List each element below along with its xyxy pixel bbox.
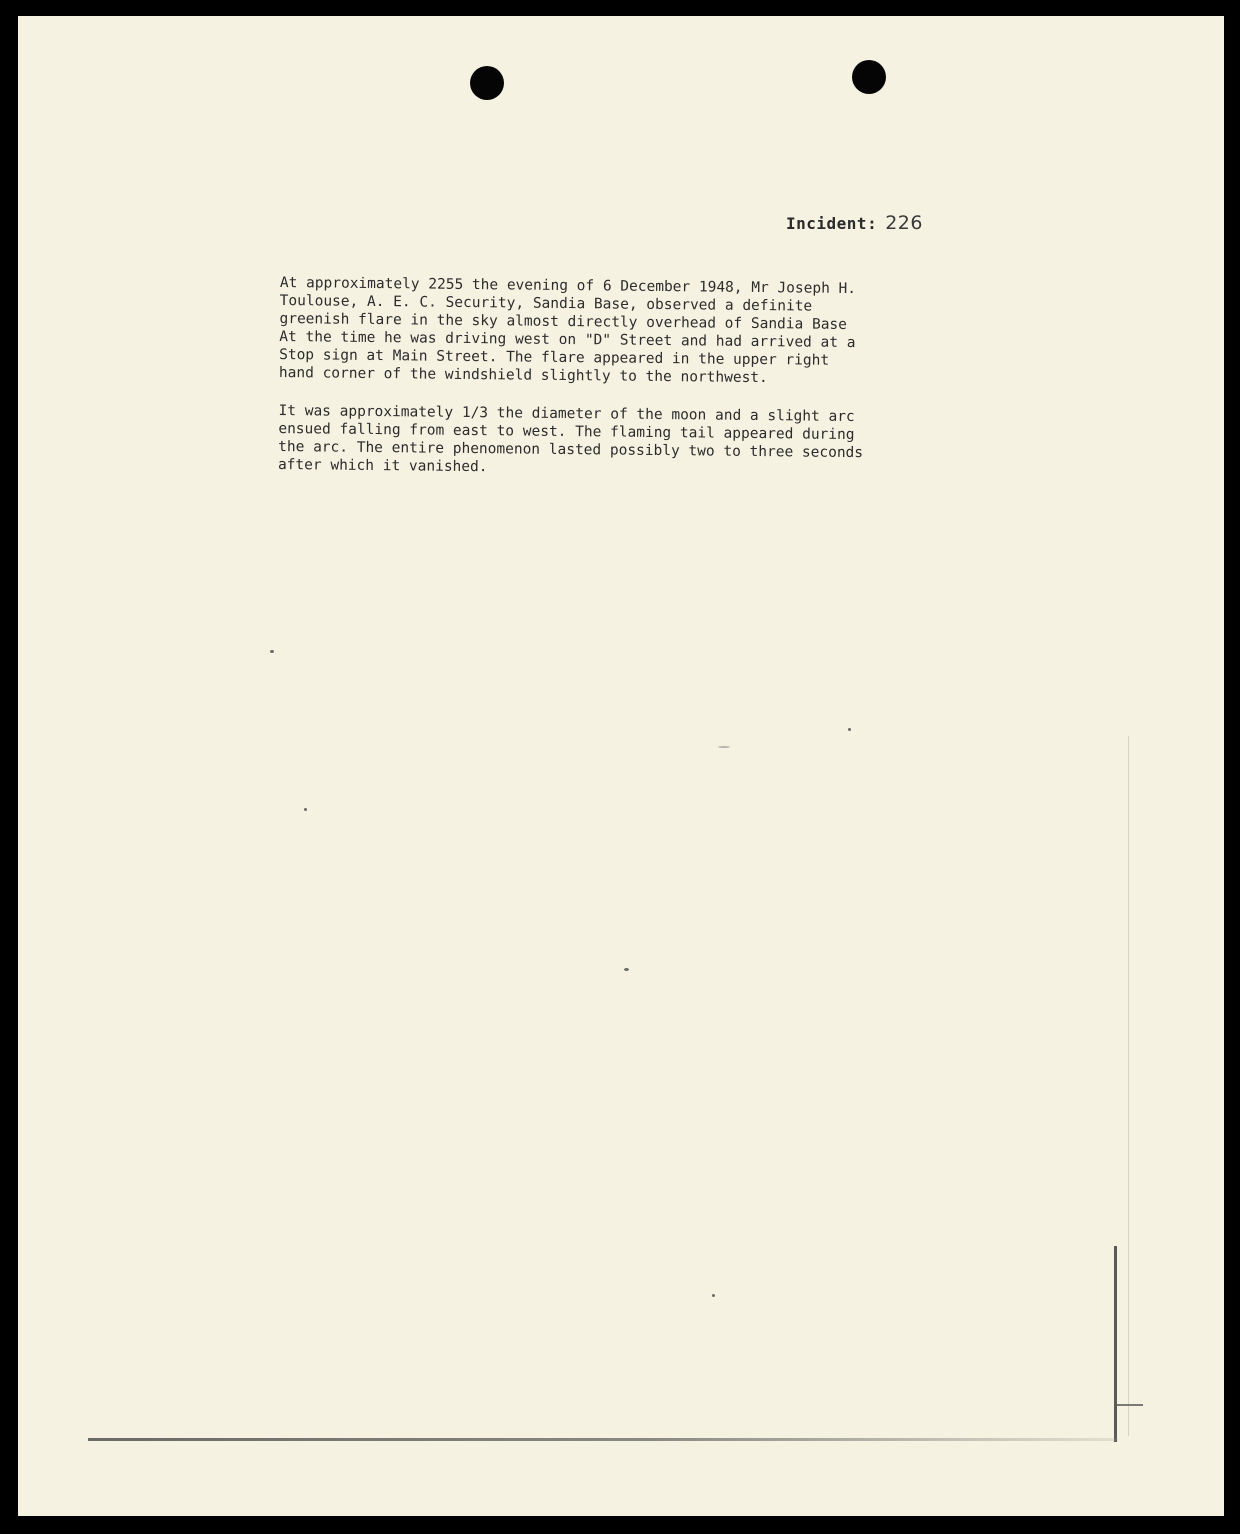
paragraph-observation (279, 274, 1020, 390)
text-line: At approximately 2255 the evening of 6 December 1948, Mr Joseph H. (279, 274, 857, 298)
scan-speck (270, 650, 274, 653)
text-line: Stop sign at Main Street. The flare appeared in the upper right (279, 346, 830, 369)
report-body (278, 274, 1020, 482)
text-line: greenish flare in the sky almost directly overhead of Sandia Base (279, 310, 848, 333)
incident-label: Incident: (786, 214, 878, 233)
scan-speck (712, 1294, 715, 1297)
text-line: hand corner of the windshield slightly to the northwest. (278, 364, 768, 387)
document-page (18, 16, 1224, 1516)
scan-speck (848, 728, 851, 731)
scan-speck (624, 968, 629, 971)
faint-scan-line (1128, 736, 1129, 1436)
text-line: after which it vanished. (277, 456, 488, 476)
right-margin-rule (1114, 1246, 1117, 1442)
punch-hole-left (470, 66, 504, 100)
paragraph-description (278, 402, 1019, 482)
bottom-rule (88, 1438, 1118, 1441)
incident-number: 226 (885, 212, 923, 234)
punch-hole-right (852, 60, 886, 94)
scan-speck (718, 746, 730, 748)
text-line: At the time he was driving west on "D" Street and had arrived at a (279, 328, 856, 352)
incident-header (786, 212, 923, 234)
scan-speck (304, 808, 307, 811)
text-line: ensued falling from east to west. The flaming tail appeared during (278, 420, 855, 444)
text-line: the arc. The entire phenomenon lasted possibly two to three seconds (278, 438, 864, 462)
text-line: Toulouse, A. E. C. Security, Sandia Base, observed a definite (279, 292, 813, 315)
text-line: It was approximately 1/3 the diameter of the moon and a slight arc (278, 402, 855, 426)
right-margin-tick (1117, 1404, 1143, 1406)
